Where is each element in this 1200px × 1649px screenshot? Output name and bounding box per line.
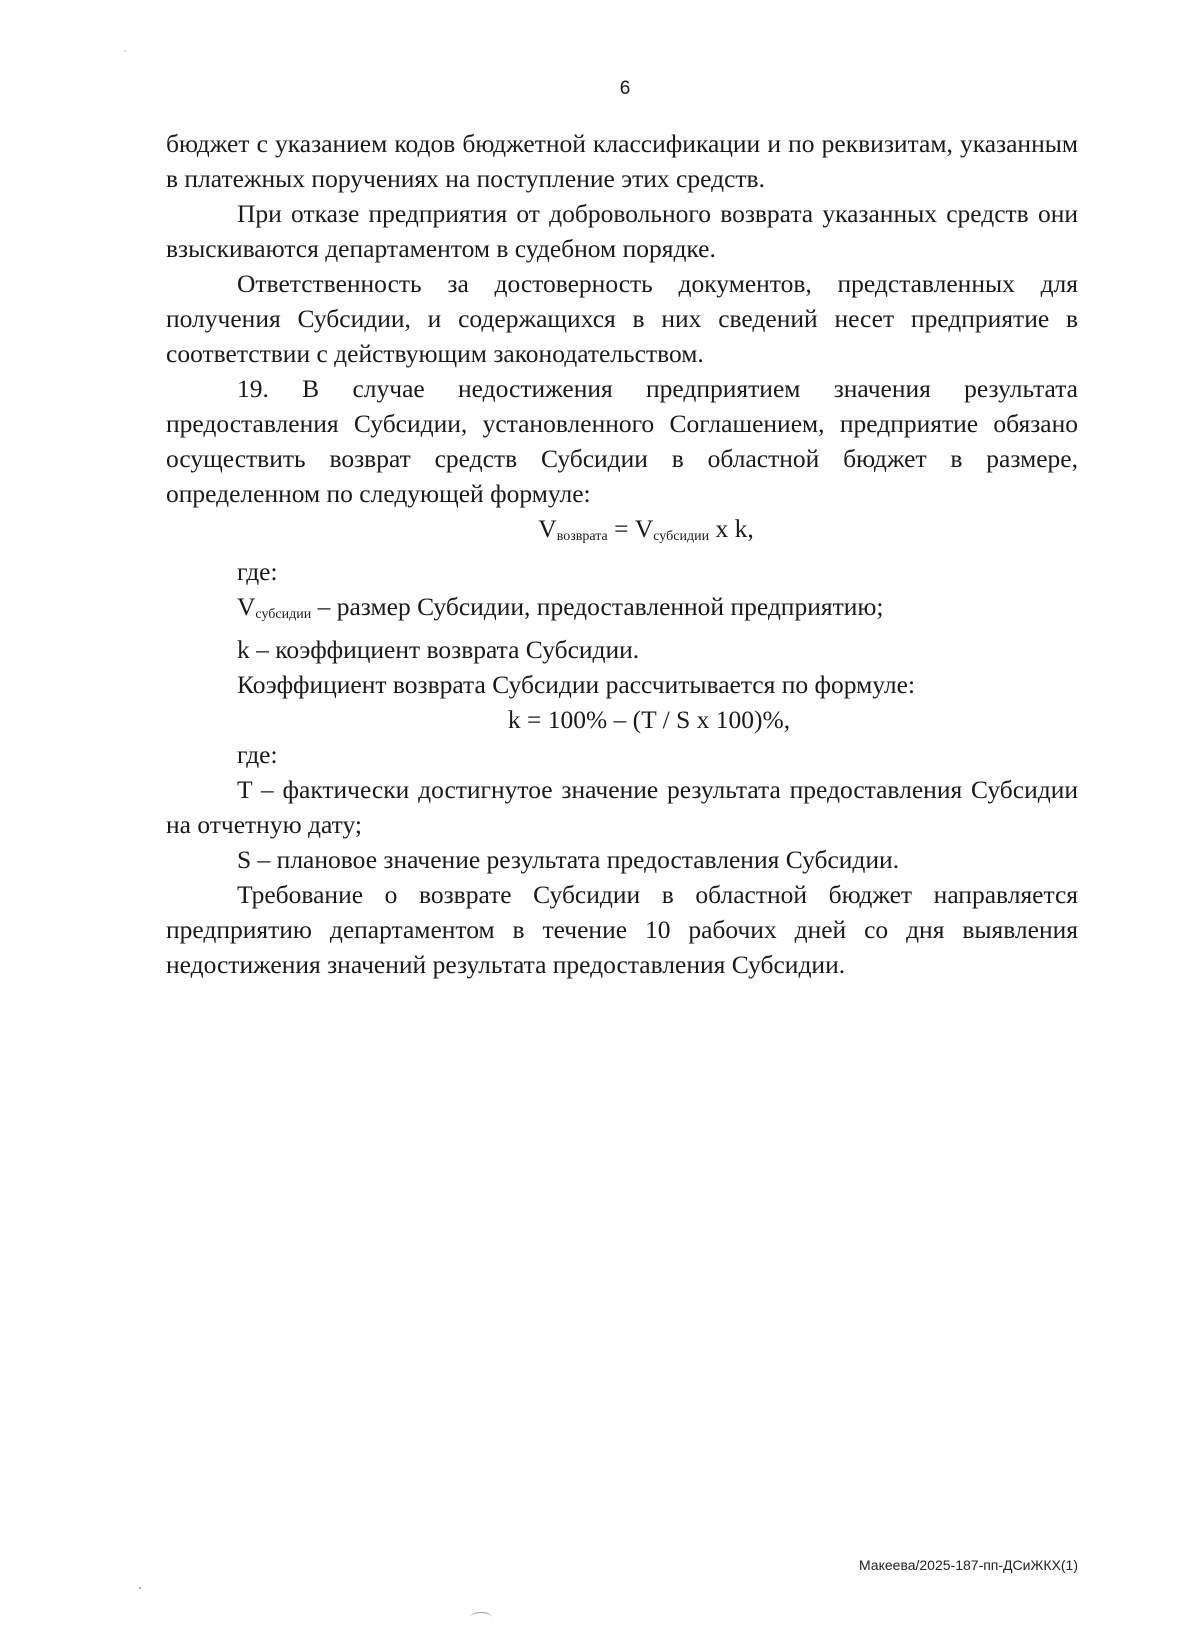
definition-s: S – плановое значение результата предоставления Субсидии. bbox=[237, 845, 900, 874]
formula-v-symbol: V bbox=[538, 514, 557, 543]
formula-equals-v: = V bbox=[607, 514, 654, 543]
definition-v-sub: субсидии bbox=[255, 607, 312, 622]
scan-artifact-arc bbox=[470, 1612, 492, 1623]
formula-coefficient: k = 100% – (T / S x 100)%, bbox=[507, 705, 791, 734]
paragraph-return-demand: Требование о возврате Субсидии в областной бюджет направляется предприятию департаментом в течение 10 рабочих дней со дня выявления недостижения значений результата предоставления Субсидии. bbox=[166, 880, 1078, 979]
paragraph-responsibility: Ответственность за достоверность документов, представленных для получения Субсидии, и содержащихся в них сведений несет предприятие в соответствии с действующим законодательством. bbox=[166, 269, 1078, 368]
definition-v-subsidy bbox=[166, 589, 1078, 632]
scan-artifact-dot bbox=[139, 1587, 141, 1589]
document-id-footer: Макеева/2025-187-пп-ДСиЖКХ(1) bbox=[858, 1557, 1078, 1573]
formula-sub-subsidy: субсидии bbox=[653, 529, 710, 544]
page-number: 6 bbox=[619, 78, 631, 99]
paragraph-coefficient-intro: Коэффициент возврата Субсидии рассчитывается по формуле: bbox=[237, 670, 916, 699]
formula-sub-return: возврата bbox=[556, 529, 608, 544]
scan-artifact-dot bbox=[124, 50, 126, 52]
paragraph-budget-codes: бюджет с указанием кодов бюджетной классификации и по реквизитам, указанным в платежных поручениях на поступление этих средств. bbox=[166, 129, 1078, 193]
definition-v-text: – размер Субсидии, предоставленной предприятию; bbox=[311, 592, 884, 621]
paragraph-item-19: 19. В случае недостижения предприятием значения результата предоставления Субсидии, установленного Соглашением, предприятие обязано осуществить возврат средств Субсидии в областной бюджет в размере, определенном по следующей формуле: bbox=[166, 374, 1078, 508]
paragraph-refusal: При отказе предприятия от добровольного возврата указанных средств они взыскиваются департаментом в судебном порядке. bbox=[166, 199, 1078, 263]
definition-t: T – фактически достигнутое значение результата предоставления Субсидии на отчетную дату; bbox=[166, 775, 1078, 839]
definition-v-symbol: V bbox=[237, 592, 256, 621]
where-label-1: где: bbox=[237, 557, 278, 586]
document-body bbox=[166, 126, 1078, 982]
where-label-2: где: bbox=[237, 740, 278, 769]
formula-rest: x k, bbox=[709, 514, 754, 543]
formula-return-volume bbox=[166, 511, 1078, 554]
definition-k: k – коэффициент возврата Субсидии. bbox=[237, 635, 640, 664]
